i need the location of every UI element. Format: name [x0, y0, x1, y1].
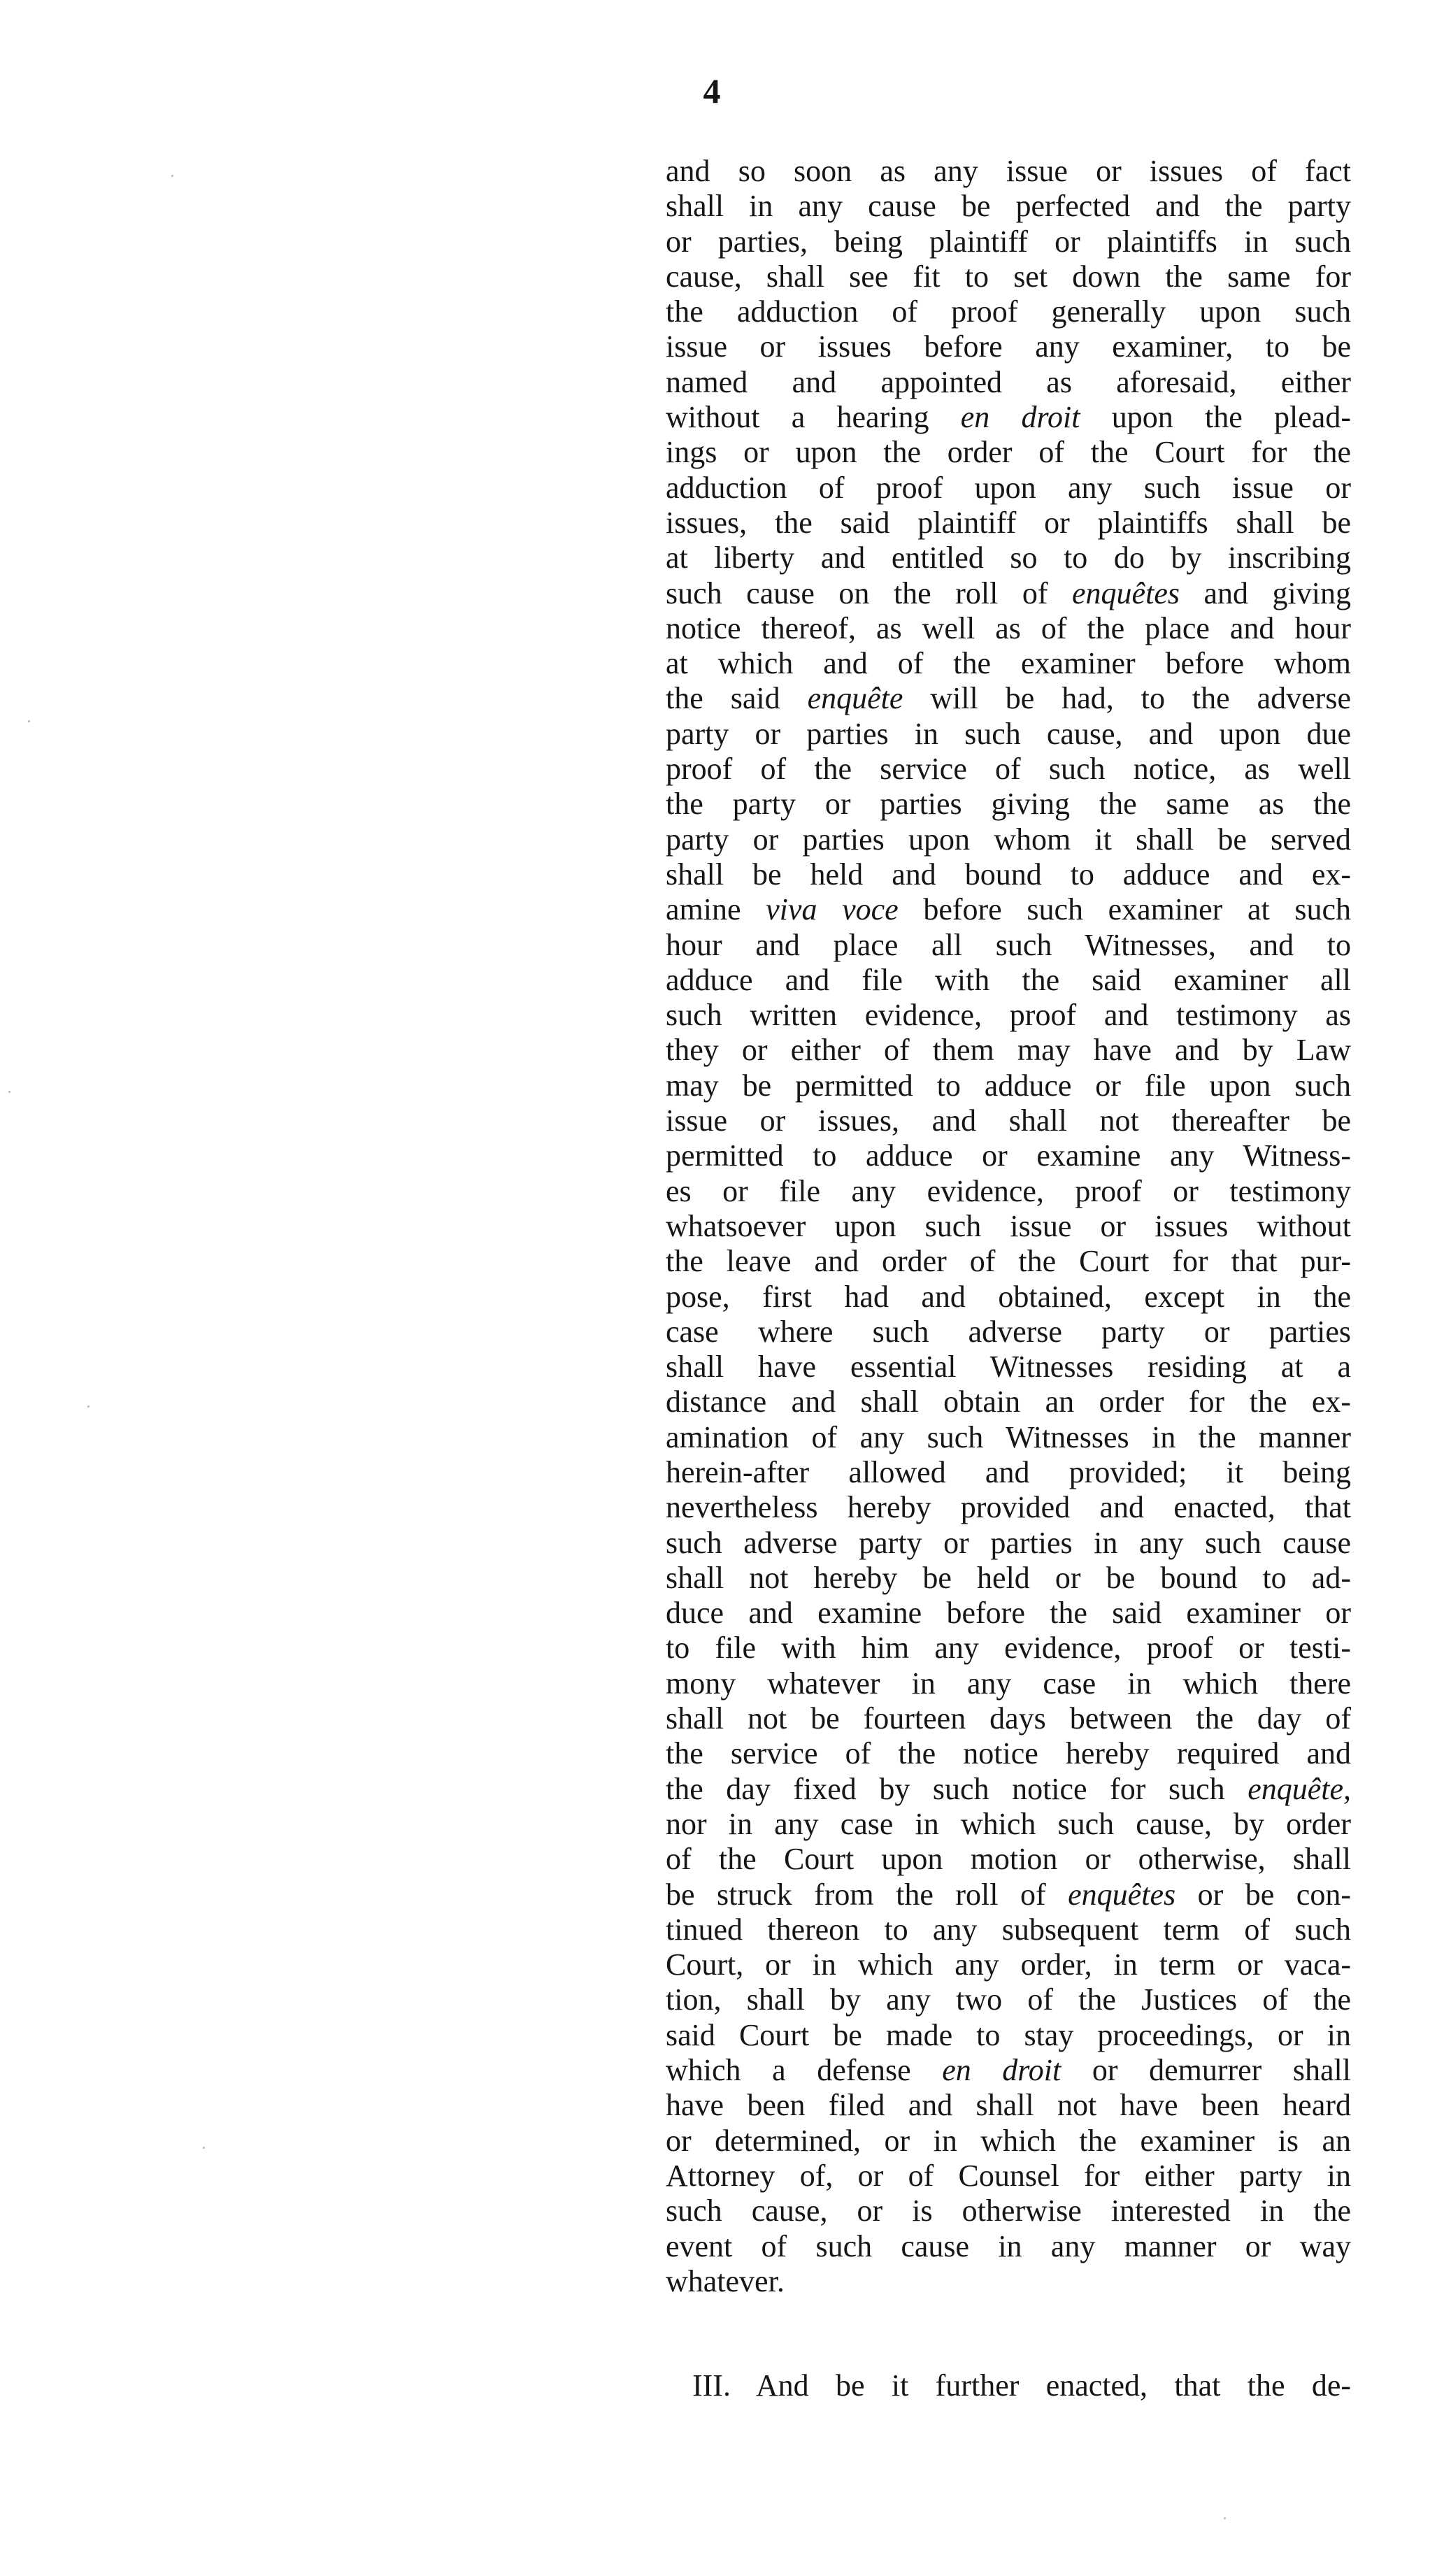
- text-line: proof of the service of such notice, as well: [666, 752, 1351, 787]
- text-line: tion, shall by any two of the Justices of the: [666, 1982, 1351, 2017]
- text-line: said Court be made to stay proceedings, or in: [666, 2017, 1351, 2052]
- paper-speck: [171, 175, 173, 177]
- body-text: [666, 154, 1351, 2299]
- text-line: adduction of proof upon any such issue or: [666, 470, 1351, 505]
- section-three-start: III. And be it further enacted, that the de-: [692, 2368, 1351, 2403]
- italic-term: en droit: [942, 2053, 1061, 2088]
- paper-speck: [87, 1405, 90, 1408]
- text-line: the leave and order of the Court for that pur-: [666, 1244, 1351, 1279]
- page-number: 4: [703, 71, 721, 110]
- text-line: shall in any cause be perfected and the party: [666, 189, 1351, 224]
- text-line: party or parties in such cause, and upon due: [666, 716, 1351, 751]
- text-line: es or file any evidence, proof or testimony: [666, 1173, 1351, 1208]
- text-line: nevertheless hereby provided and enacted, that: [666, 1490, 1351, 1525]
- italic-term: en droit: [960, 400, 1080, 435]
- text-line: amination of any such Witnesses in the manner: [666, 1419, 1351, 1454]
- text-line: be struck from the roll of enquêtes or be con-: [666, 1877, 1351, 1912]
- text-line: mony whatever in any case in which there: [666, 1666, 1351, 1701]
- text-line: duce and examine before the said examiner or: [666, 1596, 1351, 1631]
- text-line: case where such adverse party or parties: [666, 1314, 1351, 1349]
- text-line: the said enquête will be had, to the adverse: [666, 681, 1351, 716]
- paper-speck: [1224, 2517, 1226, 2519]
- text-line: at which and of the examiner before whom: [666, 646, 1351, 681]
- italic-term: enquêtes: [1072, 575, 1180, 610]
- text-line: permitted to adduce or examine any Witness-: [666, 1138, 1351, 1173]
- text-line: notice thereof, as well as of the place and hour: [666, 610, 1351, 645]
- text-line: the day fixed by such notice for such enquête,: [666, 1771, 1351, 1806]
- paper-speck: [203, 2147, 205, 2149]
- text-line: or determined, or in which the examiner is an: [666, 2123, 1351, 2158]
- text-line: they or either of them may have and by Law: [666, 1033, 1351, 1068]
- text-line: issue or issues before any examiner, to be: [666, 329, 1351, 364]
- text-line: of the Court upon motion or otherwise, shall: [666, 1842, 1351, 1877]
- italic-term: enquêtes: [1068, 1877, 1176, 1912]
- text-line: issues, the said plaintiff or plaintiffs shall be: [666, 505, 1351, 540]
- text-line: have been filed and shall not have been heard: [666, 2088, 1351, 2123]
- text-line: shall have essential Witnesses residing at a: [666, 1350, 1351, 1384]
- text-line: adduce and file with the said examiner all: [666, 962, 1351, 997]
- text-line: which a defense en droit or demurrer shall: [666, 2053, 1352, 2088]
- text-line: such adverse party or parties in any such cause: [666, 1525, 1351, 1560]
- text-line: event of such cause in any manner or way: [666, 2228, 1351, 2263]
- text-line: whatever.: [666, 2263, 785, 2298]
- text-line: named and appointed as aforesaid, either: [666, 364, 1351, 399]
- text-line: amine viva voce before such examiner at such: [666, 892, 1351, 927]
- text-line: or parties, being plaintiff or plaintiffs in such: [666, 224, 1351, 259]
- text-line: the adduction of proof generally upon such: [666, 294, 1351, 329]
- text-line: ings or upon the order of the Court for the: [666, 435, 1351, 470]
- text-line: tinued thereon to any subsequent term of such: [666, 1912, 1351, 1947]
- text-line: cause, shall see fit to set down the same for: [666, 259, 1351, 294]
- text-line: hour and place all such Witnesses, and to: [666, 927, 1351, 962]
- text-line: to file with him any evidence, proof or testi-: [666, 1631, 1351, 1666]
- text-line: Attorney of, or of Counsel for either party in: [666, 2158, 1351, 2193]
- text-line: shall be held and bound to adduce and ex-: [666, 857, 1351, 892]
- text-line: whatsoever upon such issue or issues without: [666, 1208, 1351, 1243]
- text-line: the party or parties giving the same as the: [666, 787, 1351, 822]
- text-line: such written evidence, proof and testimony as: [666, 998, 1351, 1033]
- text-line: the service of the notice hereby required and: [666, 1736, 1351, 1771]
- paper-speck: [8, 1091, 10, 1093]
- text-line: nor in any case in which such cause, by order: [666, 1806, 1351, 1841]
- text-line: at liberty and entitled so to do by inscribing: [666, 541, 1351, 575]
- italic-term: viva voce: [766, 892, 899, 927]
- text-line: shall not be fourteen days between the day of: [666, 1701, 1351, 1736]
- text-line: without a hearing en droit upon the plead-: [666, 400, 1351, 435]
- paper-speck: [28, 720, 30, 722]
- text-line: herein-after allowed and provided; it being: [666, 1454, 1351, 1489]
- text-line: party or parties upon whom it shall be served: [666, 822, 1351, 857]
- text-line: shall not hereby be held or be bound to ad-: [666, 1560, 1351, 1595]
- text-line: may be permitted to adduce or file upon such: [666, 1068, 1351, 1103]
- text-line: pose, first had and obtained, except in the: [666, 1279, 1351, 1314]
- italic-term: enquête,: [1248, 1771, 1351, 1806]
- text-line: Court, or in which any order, in term or vaca-: [666, 1947, 1351, 1982]
- text-line: distance and shall obtain an order for the ex-: [666, 1384, 1351, 1419]
- text-line: such cause on the roll of enquêtes and giving: [666, 575, 1351, 610]
- text-line: issue or issues, and shall not thereafter be: [666, 1103, 1351, 1138]
- text-line: and so soon as any issue or issues of fact: [666, 154, 1351, 188]
- italic-term: enquête: [807, 681, 903, 716]
- text-line: such cause, or is otherwise interested in the: [666, 2194, 1351, 2228]
